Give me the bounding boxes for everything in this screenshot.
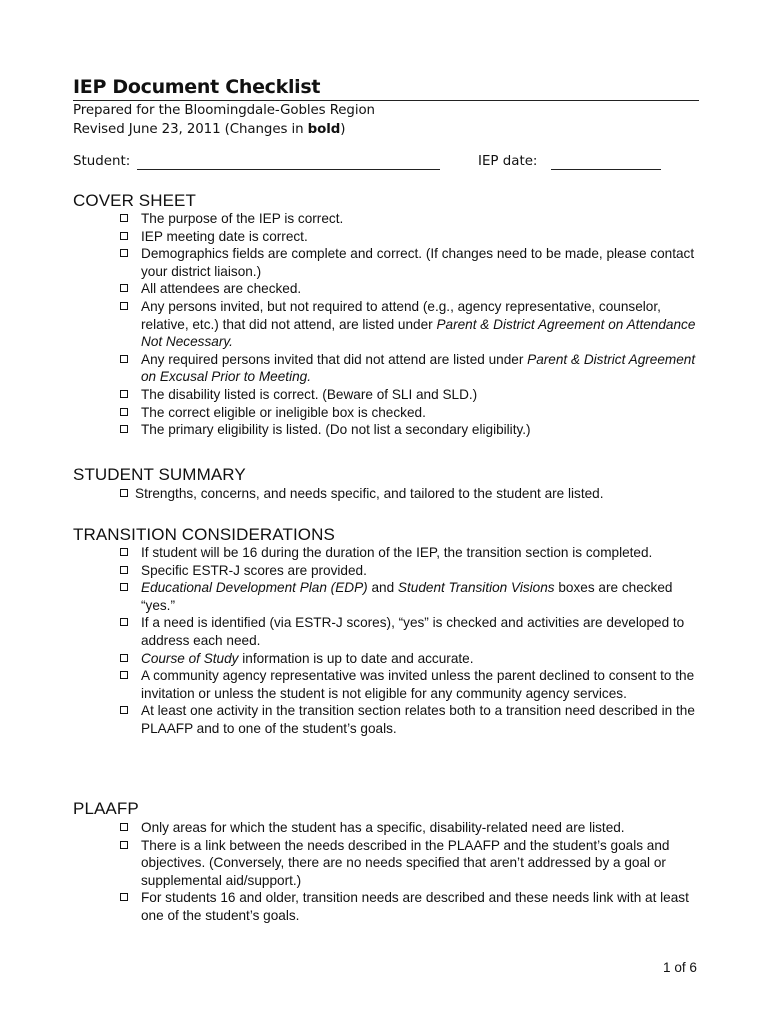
checkbox-icon[interactable] xyxy=(120,706,128,714)
item-text: Only areas for which the student has a specific, disability-related need are listed. xyxy=(141,820,625,835)
checkbox-icon[interactable] xyxy=(120,408,128,416)
student-name-blank[interactable] xyxy=(137,169,440,170)
checklist-item xyxy=(119,280,704,298)
item-text: All attendees are checked. xyxy=(141,281,302,297)
checklist-item xyxy=(119,819,704,837)
item-text: Any required persons invited that did not attend are listed under xyxy=(141,351,528,367)
checklist-item xyxy=(119,544,704,562)
item-italic-text: Student Transition Visions xyxy=(397,580,555,596)
checkbox-icon[interactable] xyxy=(120,284,128,292)
checklist-item xyxy=(119,614,704,649)
title-underline xyxy=(73,100,699,101)
plaafp-checklist xyxy=(119,819,704,925)
checkbox-icon[interactable] xyxy=(120,583,128,591)
checklist-item xyxy=(119,889,704,924)
document-meta xyxy=(73,102,375,139)
checklist-item xyxy=(119,298,704,351)
checklist-item xyxy=(119,351,704,386)
item-text: information is up to date and accurate. xyxy=(238,650,474,666)
checkbox-icon[interactable] xyxy=(120,823,128,831)
item-text: and xyxy=(367,580,398,596)
item-text: Specific ESTR-J scores are provided. xyxy=(141,562,367,578)
transition-checklist xyxy=(119,544,704,738)
checkbox-icon[interactable] xyxy=(120,214,128,222)
iep-date-blank[interactable] xyxy=(551,169,661,170)
item-text: The purpose of the IEP is correct. xyxy=(141,211,344,226)
student-info-row xyxy=(73,154,699,174)
checkbox-icon[interactable] xyxy=(120,390,128,398)
checklist-item xyxy=(119,421,704,439)
checkbox-icon[interactable] xyxy=(120,232,128,240)
bold-word: bold xyxy=(307,121,341,137)
item-text: Any persons invited, but not required to attend (e.g., agency representative, counselor, relative, etc.) that did not attend, are listed under xyxy=(141,298,661,332)
item-italic-text: Course of Study xyxy=(141,650,239,666)
item-italic-text: Parent & District Agreement on Attendance Not Necessary. xyxy=(141,316,696,350)
item-text: If student will be 16 during the duration of the IEP, the transition section is completed. xyxy=(141,545,653,560)
item-text: Demographics fields are complete and correct. (If changes need to be made, please contact your district liaison.) xyxy=(141,246,695,279)
item-text: The correct eligible or ineligible box is checked. xyxy=(141,404,426,420)
checklist-item xyxy=(119,562,704,580)
document-title: IEP Document Checklist xyxy=(73,76,321,98)
cover-sheet-heading: COVER SHEET xyxy=(73,191,196,210)
item-text: The primary eligibility is listed. (Do not list a secondary eligibility.) xyxy=(141,422,531,438)
checklist-item xyxy=(119,579,704,614)
cover-sheet-checklist xyxy=(119,210,704,439)
checklist-item xyxy=(119,228,704,246)
iep-date-label: IEP date: xyxy=(478,154,538,169)
checkbox-icon[interactable] xyxy=(120,489,128,497)
checkbox-icon[interactable] xyxy=(120,548,128,556)
prepared-for: Prepared for the Bloomingdale-Gobles Region xyxy=(73,103,375,118)
revised-date: Revised June 23, 2011 (Changes in bold) xyxy=(73,121,346,137)
checklist-item xyxy=(119,702,704,737)
student-summary-heading: STUDENT SUMMARY xyxy=(73,465,246,484)
checklist-item xyxy=(119,667,704,702)
item-italic-text: Educational Development Plan (EDP) xyxy=(141,580,368,596)
item-text: There is a link between the needs described in the PLAAFP and the student’s goals and objectives. (Conversely, there are no needs specified that aren’t addressed by a goal or supplemental aid/support.) xyxy=(141,837,670,888)
checkbox-icon[interactable] xyxy=(120,355,128,363)
checkbox-icon[interactable] xyxy=(120,566,128,574)
item-text: The disability listed is correct. (Beware of SLI and SLD.) xyxy=(141,386,478,402)
plaafp-heading: PLAAFP xyxy=(73,799,139,818)
checklist-item xyxy=(119,404,704,422)
checkbox-icon[interactable] xyxy=(120,302,128,310)
student-summary-item: Strengths, concerns, and needs specific, and tailored to the student are listed. xyxy=(119,485,709,503)
checkbox-icon[interactable] xyxy=(120,654,128,662)
checkbox-icon[interactable] xyxy=(120,671,128,679)
checkbox-icon[interactable] xyxy=(120,249,128,257)
checkbox-icon[interactable] xyxy=(120,893,128,901)
item-text: boxes are checked “yes.” xyxy=(141,580,673,613)
checklist-item xyxy=(119,386,704,404)
checkbox-icon[interactable] xyxy=(120,425,128,433)
item-text: A community agency representative was invited unless the parent declined to consent to the invitation or unless the student is not eligible for any community agency services. xyxy=(141,668,695,701)
item-text: If a need is identified (via ESTR-J scores), “yes” is checked and activities are developed to address each need. xyxy=(141,615,685,648)
item-italic-text: Parent & District Agreement on Excusal Prior to Meeting. xyxy=(141,351,696,385)
transition-heading: TRANSITION CONSIDERATIONS xyxy=(73,525,335,544)
checklist-item xyxy=(119,210,704,228)
checklist-item xyxy=(119,245,704,280)
item-text: At least one activity in the transition section relates both to a transition need described in the PLAAFP and to one of the student’s goals. xyxy=(141,703,695,736)
checkbox-icon[interactable] xyxy=(120,618,128,626)
item-text: For students 16 and older, transition needs are described and these needs link with at least one of the student’s goals. xyxy=(141,890,689,923)
checklist-item xyxy=(119,650,704,668)
item-text: IEP meeting date is correct. xyxy=(141,228,308,244)
checklist-item xyxy=(119,837,704,890)
checkbox-icon[interactable] xyxy=(120,841,128,849)
page-number: 1 of 6 xyxy=(662,960,697,975)
student-label: Student: xyxy=(73,154,131,169)
